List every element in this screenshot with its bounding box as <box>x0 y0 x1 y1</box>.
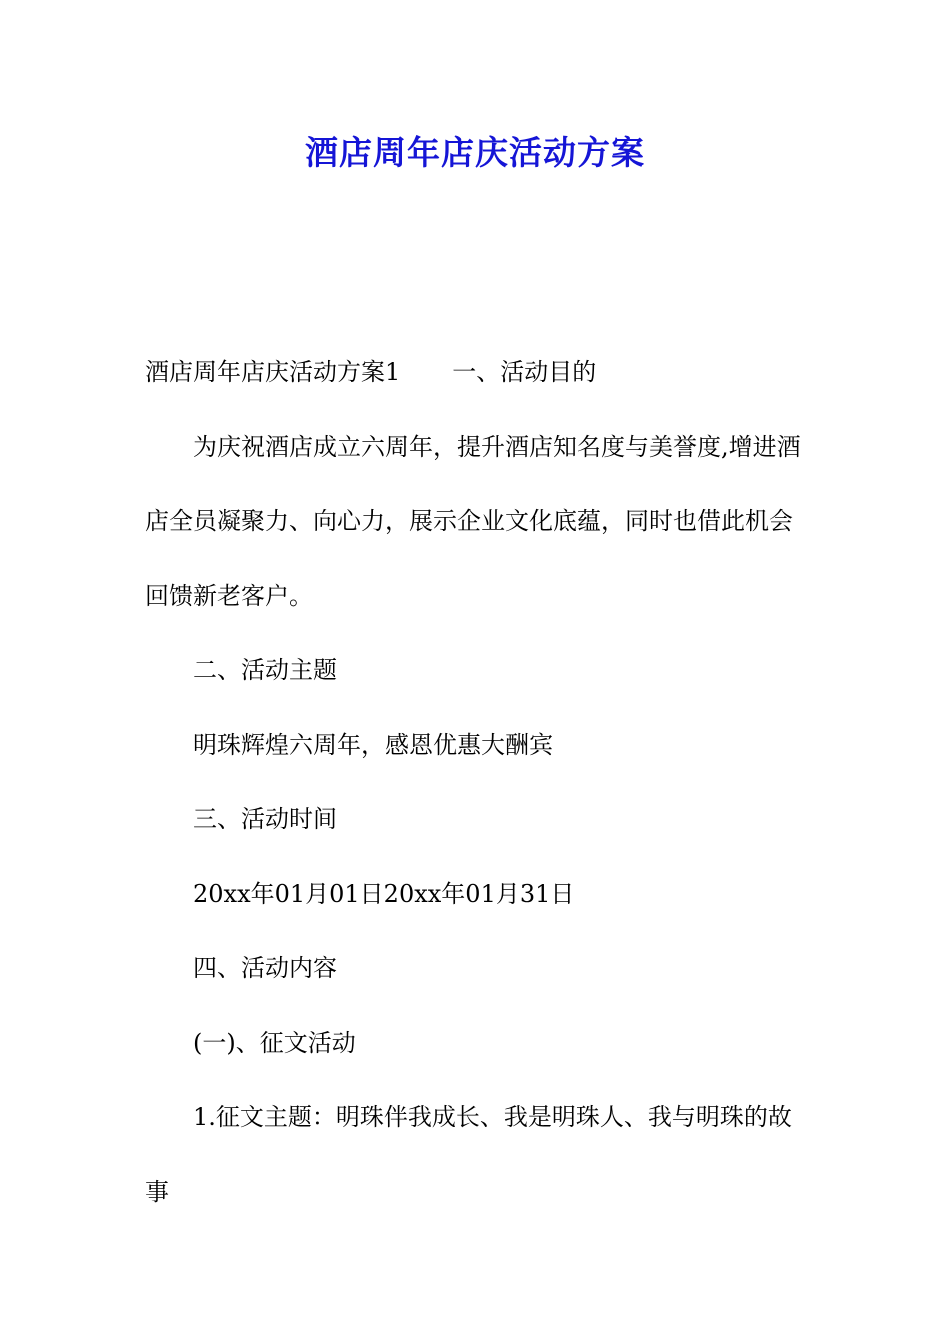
time-text: 20xx年01月01日20xx年01月31日 <box>193 879 575 908</box>
purpose-line-1: 为庆祝酒店成立六周年，提升酒店知名度与美誉度,增进酒 <box>193 432 801 461</box>
section3-heading: 三、活动时间 <box>193 805 337 833</box>
purpose-line-3: 回馈新老客户。 <box>145 581 313 610</box>
section1-heading: 一、活动目的 <box>452 358 597 386</box>
sub1-heading: (一)、征文活动 <box>193 1028 356 1057</box>
document-body <box>145 335 810 1229</box>
intro-line <box>145 335 810 410</box>
document-title: 酒店周年店庆活动方案 <box>305 133 645 172</box>
essay-topic-line-2: 事 <box>145 1177 169 1206</box>
purpose-line-2: 店全员凝聚力、向心力，展示企业文化底蕴，同时也借此机会 <box>145 507 793 535</box>
section4-heading: 四、活动内容 <box>193 954 337 982</box>
intro-heading: 酒店周年店庆活动方案1 <box>145 358 401 386</box>
section2-heading: 二、活动主题 <box>193 656 337 684</box>
essay-topic-line-1: 1.征文主题：明珠伴我成长、我是明珠人、我与明珠的故 <box>193 1103 792 1131</box>
theme-text: 明珠辉煌六周年，感恩优惠大酬宾 <box>193 730 553 759</box>
